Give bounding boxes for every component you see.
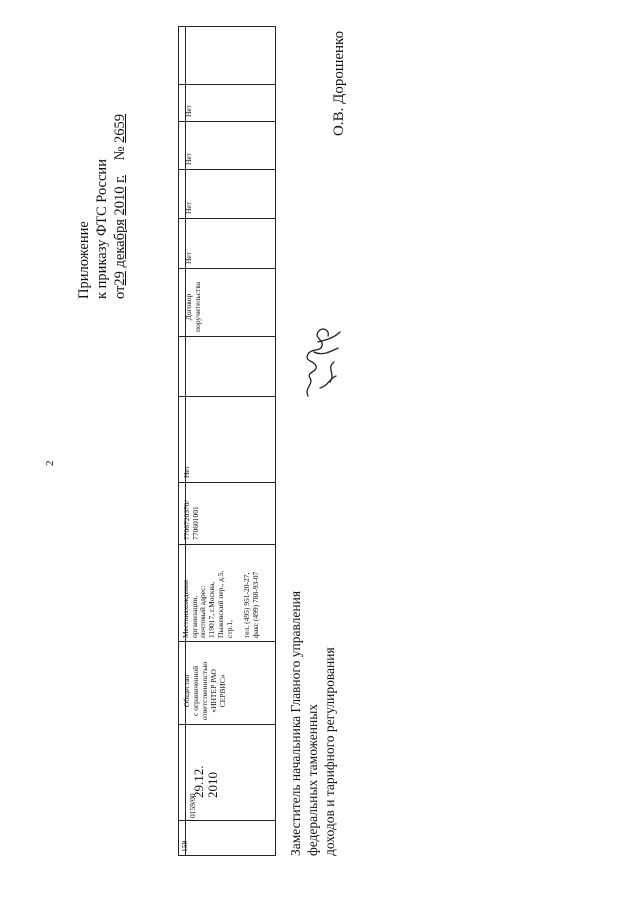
date-prefix: от (112, 285, 128, 299)
cell-flag-4: Нет (184, 152, 193, 165)
row-sep (178, 482, 276, 483)
registry-table (178, 26, 276, 856)
cell-location: Местонахождение организации, почтовый адрес: 119017, г.Москва, Пыжевский пер., д.5, стр.1, тел. (495) 951-20-27, факс (499) 788-93-07 (181, 570, 260, 638)
row-sep (178, 84, 276, 85)
cell-flag-1: Нет (182, 465, 191, 478)
cell-flag-5: Нет (184, 104, 193, 117)
table-border-bottom (178, 855, 276, 856)
date-day: 29 (112, 271, 128, 286)
cell-date: 29.12. 2010 (191, 765, 220, 798)
appendix-date-number (112, 96, 129, 299)
cell-index: 159 (180, 840, 189, 852)
row-sep (178, 820, 276, 821)
signatory-title-line2: федеральных таможенных (305, 703, 320, 856)
table-border-top (178, 26, 276, 27)
row-sep (178, 641, 276, 642)
cell-org-name: Общество с ограниченной ответственностью «ИНТЕР РАО СЕРВИС» (182, 661, 227, 720)
row-sep (178, 268, 276, 269)
table-border-left (178, 26, 179, 856)
table-inner-line (185, 26, 186, 856)
page-number: 2 (44, 460, 56, 466)
signatory-title-line3: доходов и тарифного регулирования (322, 647, 337, 856)
cell-flag-2: Нет (184, 251, 193, 264)
date-month: декабря (112, 219, 128, 268)
row-sep (178, 724, 276, 725)
appendix-title: Приложение (76, 221, 92, 299)
signatory-title-line1: Заместитель начальника Главного управления (288, 590, 303, 856)
date-suffix: г. (112, 174, 128, 183)
date-year: 2010 (112, 186, 128, 216)
cell-flag-3: Нет (184, 201, 193, 214)
row-sep (178, 169, 276, 170)
number-label: № (112, 146, 128, 161)
handwritten-signature (300, 322, 344, 400)
row-sep (178, 396, 276, 397)
row-sep (178, 544, 276, 545)
cell-inn-kpp: 7706720370/ 770601001 (182, 500, 200, 540)
cell-contract: Договор поручительства (184, 281, 202, 332)
order-number: 2659 (112, 113, 128, 143)
row-sep (178, 218, 276, 219)
signatory-name: О.В. Дорошенко (331, 30, 347, 136)
row-sep (178, 336, 276, 337)
table-border-right (275, 26, 276, 856)
row-sep (178, 121, 276, 122)
appendix-order-ref: к приказу ФТС России (94, 159, 110, 299)
cell-code: 0159/00 (188, 793, 197, 818)
